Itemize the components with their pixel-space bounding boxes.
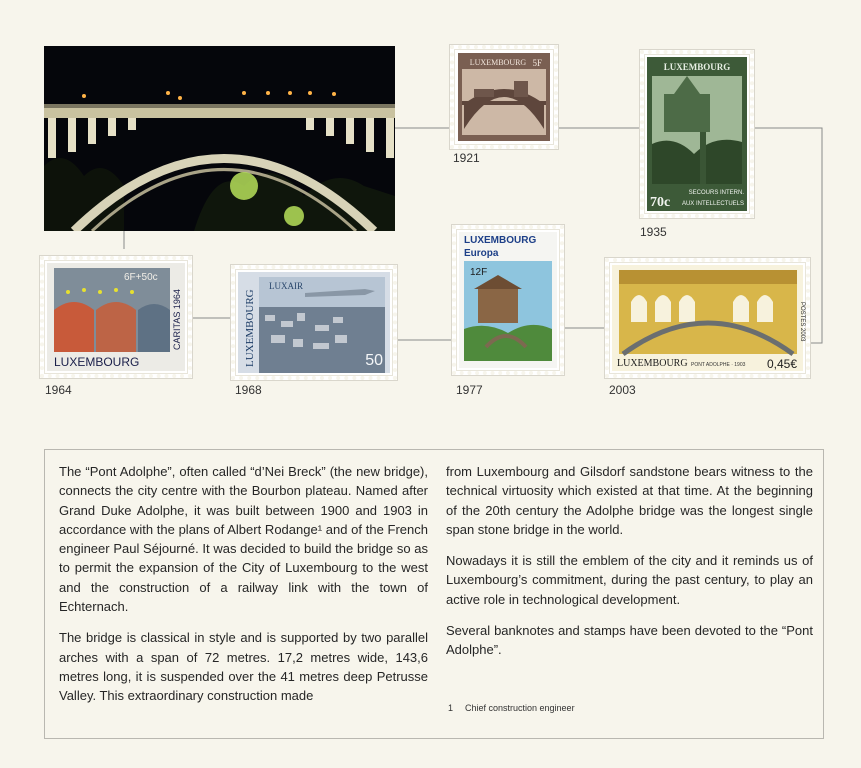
stamp-value: 70c <box>650 195 671 210</box>
year-label-1964: 1964 <box>45 383 72 397</box>
stamp-country: LUXEMBOURG <box>244 289 256 367</box>
paragraph: from Luxembourg and Gilsdorf sandstone bears witness to the technical virtuosity which existed at that time. At the beginning of the 20th century the Adolphe bridge was the longest single span stone bridge in the world. <box>446 464 813 537</box>
stamp-country: LUXEMBOURG <box>617 358 688 369</box>
text-column-right <box>446 462 813 672</box>
stamp-value: 50 <box>365 352 383 369</box>
stamp-1977 <box>452 225 564 375</box>
stamp-country: LUXEMBOURG <box>464 235 537 246</box>
paragraph: The “Pont Adolphe”, often called “d’Nei Breck” (the new bridge), connects the city centre with the Bourbon plateau. Named after Grand Duke Adolphe, it was built between 1900 and 1903 in accordance with the plans of Albert Rodange¹ and of the French engineer Paul Séjourné. It was decided to build the bridge so as to permit the expansion of the City of Luxembourg to the west and the construction of a railway link with the town of Echternach. <box>59 464 428 615</box>
footnote-number: 1 <box>448 703 454 713</box>
stamp-brand: LUXAIR <box>269 281 303 291</box>
stamp-value: 6F+50c <box>124 272 158 283</box>
year-label-1921: 1921 <box>453 151 480 165</box>
stamp-1968 <box>231 265 397 380</box>
paragraph: Nowadays it is still the emblem of the city and it reminds us of Luxembourg’s commitment, during the past century, to play an active role in technological development. <box>446 553 813 607</box>
stamp-2003 <box>605 258 810 378</box>
stamp-value: 0,45€ <box>766 357 797 371</box>
stamp-value: 5F <box>532 58 542 68</box>
stamp-country: LUXEMBOURG <box>663 62 731 72</box>
paragraph: Several banknotes and stamps have been devoted to the “Pont Adolphe”. <box>446 623 813 658</box>
stamp-series: Europa <box>464 248 499 259</box>
year-label-1977: 1977 <box>456 383 483 397</box>
stamp-country: LUXEMBOURG <box>54 355 140 369</box>
stamp-side-label: CARITAS 1964 <box>172 289 182 350</box>
year-label-2003: 2003 <box>609 383 636 397</box>
stamp-caption: PONT ADOLPHE · 1903 <box>691 362 746 368</box>
paragraph: The bridge is classical in style and is supported by two parallel arches with a span of 72 metres. 17,2 metres wide, 143,6 metres long, it is suspended over the 41 metres deep Petrusse Valley. This extraordinary construction made <box>59 630 428 704</box>
year-label-1968: 1968 <box>235 383 262 397</box>
stamp-country: LUXEMBOURG <box>469 58 527 67</box>
year-label-1935: 1935 <box>640 225 667 239</box>
footnote: Chief construction engineer <box>465 703 575 713</box>
stamp-1921 <box>450 45 558 149</box>
stamp-1935 <box>640 50 754 218</box>
bridge-night-photo <box>44 46 395 231</box>
stamp-side-label: POSTES 2003 <box>799 302 805 342</box>
svg-text:SECOURS INTERN.: SECOURS INTERN. <box>688 190 744 196</box>
stamp-1964 <box>40 256 192 378</box>
stamp-value: 12F <box>470 267 488 278</box>
svg-text:AUX INTELLECTUELS: AUX INTELLECTUELS <box>681 201 744 207</box>
text-column-left <box>59 462 428 718</box>
